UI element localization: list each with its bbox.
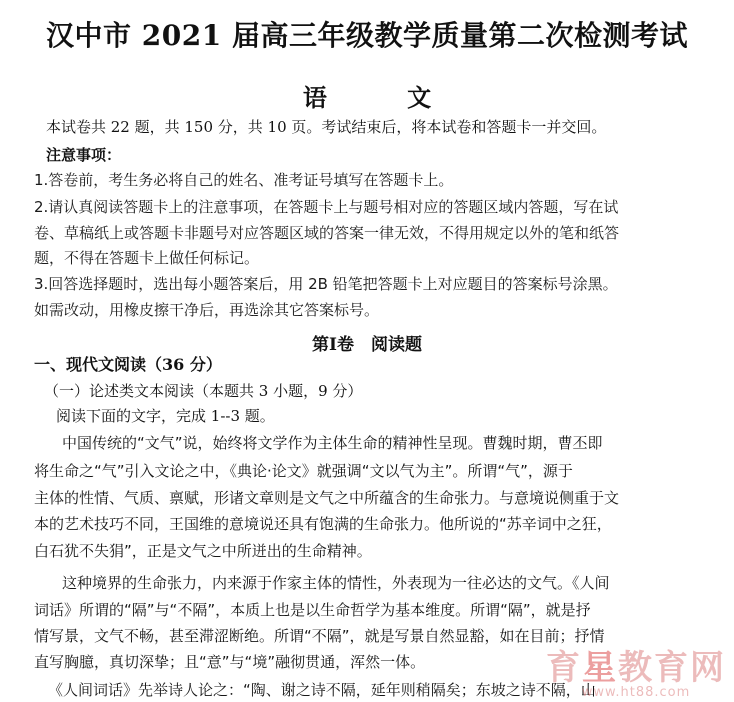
- notice-line: 题，不得在答题卡上做任何标记。: [34, 249, 260, 267]
- part-heading: 一、现代文阅读（36 分）: [34, 355, 222, 374]
- passage-line: 将生命之“气”引入文论之中，《典论·论文》就强调“文以气为主”。所谓“气”，源于: [34, 462, 573, 480]
- notice-line: 2.请认真阅读答题卡上的注意事项，在答题卡上与题号相对应的答题区域内答题，写在试: [34, 198, 619, 216]
- site-watermark: [546, 640, 726, 700]
- notice-line: 如需改动，用橡皮擦干净后，再选涂其它答案标号。: [34, 301, 380, 319]
- watermark-url: www.ht88.com: [581, 685, 691, 700]
- passage-line: 词话》所谓的“隔”与“不隔”，本质上也是以生命哲学为基本维度。所谓“隔”，就是抒: [34, 601, 591, 619]
- notice-heading: 注意事项：: [46, 146, 122, 164]
- reading-instruction: 阅读下面的文字，完成 1--3 题。: [56, 407, 275, 425]
- star-icon: 星: [582, 648, 618, 688]
- passage-line: 这种境界的生命张力，内来源于作家主体的情性，外表现为一往必达的文气。《人间: [62, 574, 610, 592]
- exam-intro: 本试卷共 22 题，共 150 分，共 10 页。考试结束后，将本试卷和答题卡一并交回。: [46, 118, 607, 136]
- notice-line: 3.回答选择题时，选出每小题答案后，用 2B 铅笔把答题卡上对应题目的答案标号涂黑。: [34, 275, 618, 293]
- section-heading: 第Ⅰ卷 阅读题: [312, 335, 422, 355]
- notice-line: 卷、草稿纸上或答题卡非题号对应答题区域的答案一律无效，不得用规定以外的笔和纸答: [34, 224, 620, 242]
- passage-line: 情写景，文气不畅，甚至滞涩断绝。所谓“不隔”，就是写景自然显豁，如在目前；抒情: [34, 627, 605, 645]
- notice-line: 1.答卷前，考生务必将自己的姓名、准考证号填写在答题卡上。: [34, 171, 454, 189]
- passage-line: 直写胸臆，真切深挚；且“意”与“境”融彻贯通，浑然一体。: [34, 653, 426, 671]
- passage-line: 本的艺术技巧不同，王国维的意境说还具有饱满的生命张力。他所说的“苏辛词中之狂，: [34, 515, 612, 533]
- subject-title: 语 文: [302, 83, 468, 112]
- passage-line: 中国传统的“文气”说，始终将文学作为主体生命的精神性呈现。曹魏时期，曹丕即: [62, 434, 603, 452]
- passage-line: 主体的性情、气质、禀赋，形诸文章则是文气之中所蕴含的生命张力。与意境说侧重于文: [34, 489, 620, 507]
- watermark-text: 育星教育网: [546, 648, 726, 688]
- passage-line: 《人间词话》先举诗人论之：“陶、谢之诗不隔，延年则稍隔矣；东坡之诗不隔，山: [48, 681, 596, 699]
- exam-title: 汉中市 2021 届高三年级教学质量第二次检测考试: [46, 19, 688, 52]
- passage-line: 白石犹不失狷”，正是文气之中所迸出的生命精神。: [34, 542, 372, 560]
- sub-heading: （一）论述类文本阅读（本题共 3 小题，9 分）: [44, 382, 363, 400]
